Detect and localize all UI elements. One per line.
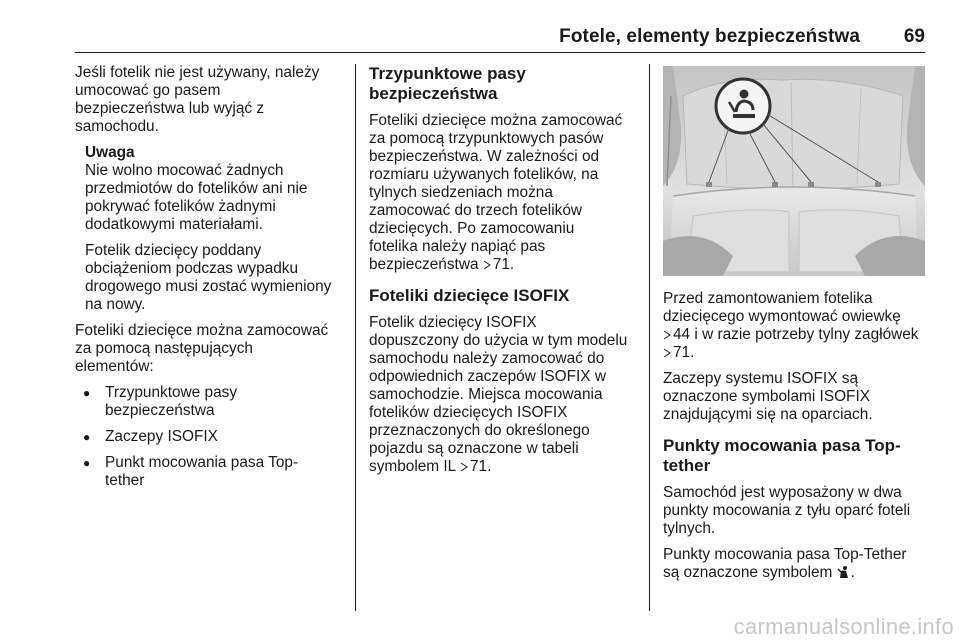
list-intro: Foteliki dziecięce można zamocować za pomocą następujących elementów: — [75, 322, 329, 375]
top-tether-symbol-icon — [837, 565, 851, 579]
rear-seat-illustration — [663, 66, 925, 276]
list-item: ● Punkt mocowania pasa Top- tether — [75, 454, 343, 490]
page-link[interactable]: 44 i w razie potrzeby tylny zagłówek — [673, 326, 919, 343]
paragraph: Foteliki dziecięce można zamocować za pomocą trzypunktowych pasów bezpieczeństwa. W zależności od rozmiaru używanych fotelików, na tylnych siedzeniach można zamocować do trzech fotelików dziecięcych. Po zamocowaniu fotelika należy napiąć pas bezpieczeństwa 71. — [369, 112, 623, 273]
intro-paragraph: Jeśli fotelik nie jest używany, należy umocować go pasem bezpieczeństwa lub wyjąć z samochodu. — [75, 64, 320, 135]
page-reference-icon — [663, 348, 671, 358]
page-link[interactable]: 71. — [469, 458, 492, 475]
section-heading: Foteliki dziecięce ISOFIX — [369, 286, 570, 305]
page-number: 69 — [903, 26, 925, 47]
paragraph: Zaczepy systemu ISOFIX są oznaczone symbolami ISOFIX znajdującymi się na oparciach. — [663, 370, 873, 423]
list-item: ● Trzypunktowe pasy bezpieczeństwa — [75, 384, 343, 420]
paragraph: Przed zamontowaniem fotelika dziecięcego wymontować owiewkę 44 i w razie potrzeby tylny zagłówek 71. — [663, 290, 919, 361]
page-reference-icon — [483, 260, 491, 270]
right-column — [663, 290, 925, 590]
mounting-options-list — [75, 384, 343, 490]
page-header — [75, 0, 925, 53]
paragraph: Fotelik dziecięcy ISOFIX dopuszczony do użycia w tym modelu samochodu należy zamocować do odpowiednich zaczepów ISOFIX w samochodzie. Miejsca mocowania fotelików dziecięcych ISOFIX przeznaczonych do określonego pojazdu są oznaczone w tabeli symbolem IL 71. — [369, 314, 628, 475]
isofix-seat-photo — [663, 66, 925, 276]
watermark: carmanualsonline.info — [733, 614, 954, 639]
left-column — [75, 64, 343, 498]
page-link[interactable]: 71. — [673, 344, 695, 361]
note-text: Fotelik dziecięcy poddany obciążeniom podczas wypadku drogowego musi zostać wymieniony na nowy. — [85, 242, 332, 313]
note-text: Nie wolno mocować żadnych przedmiotów do fotelików ani nie pokrywać fotelików żadnymi dodatkowymi materiałami. — [85, 162, 308, 233]
column-divider — [649, 64, 650, 611]
note-box — [75, 144, 343, 314]
page-reference-icon — [460, 462, 468, 472]
section-heading: Punkty mocowania pasa Top- tether — [663, 436, 901, 475]
paragraph: Samochód jest wyposażony w dwa punkty mocowania z tyłu oparć foteli tylnych. — [663, 484, 911, 537]
list-item: ● Zaczepy ISOFIX — [75, 428, 343, 446]
section-heading: Trzypunktowe pasy bezpieczeństwa — [369, 64, 526, 103]
page-link[interactable]: 71. — [492, 256, 515, 273]
page-reference-icon — [663, 330, 671, 340]
note-title: Uwaga — [85, 144, 135, 161]
page-title: Fotele, elementy bezpieczeństwa — [559, 26, 860, 47]
middle-column — [369, 64, 637, 484]
paragraph: Punkty mocowania pasa Top-Tether są oznaczone symbolem . — [663, 546, 907, 581]
column-divider — [355, 64, 356, 611]
